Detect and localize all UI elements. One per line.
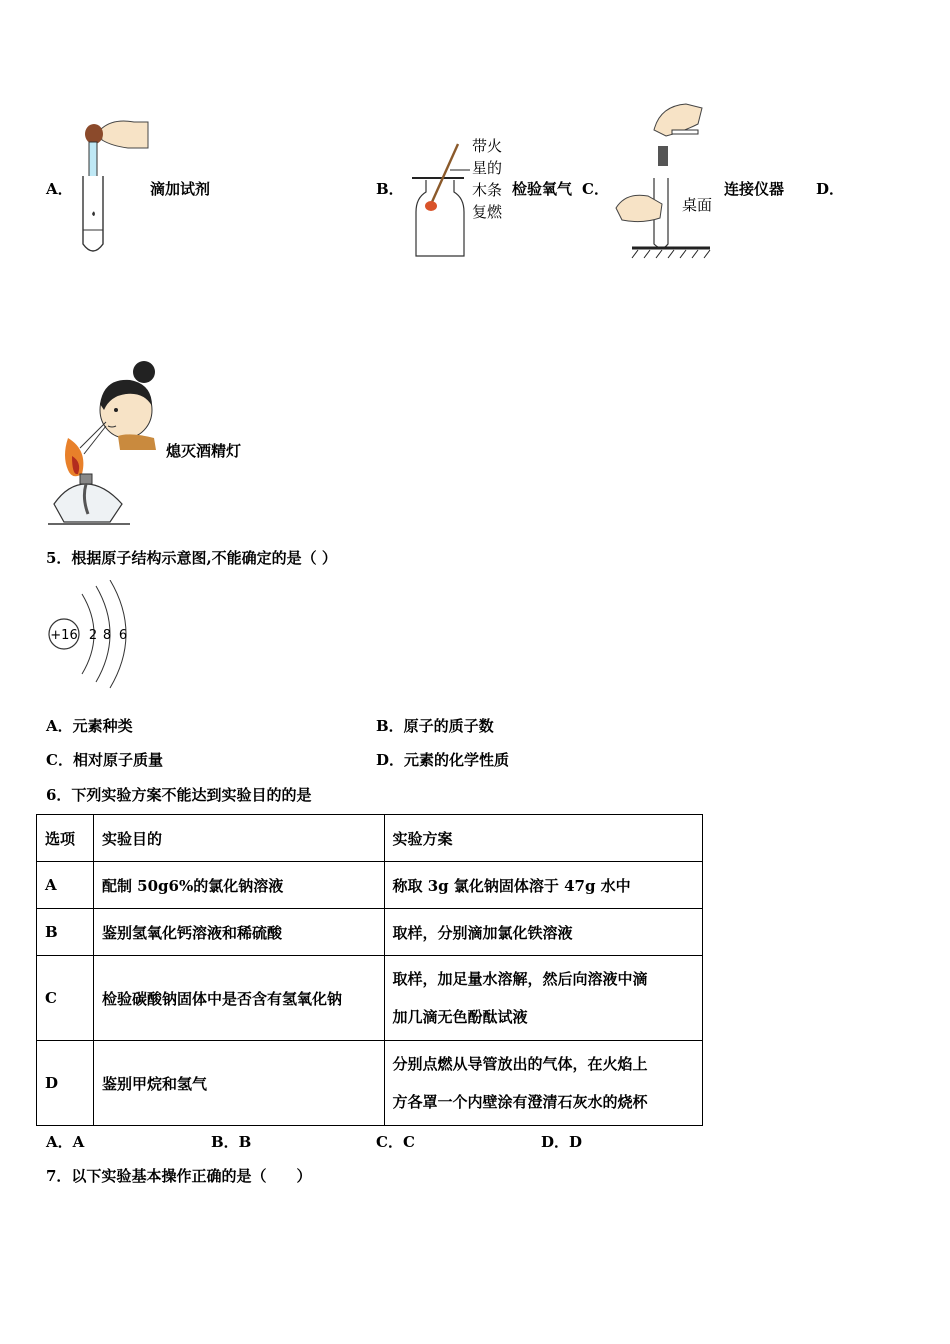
row-d-plan-line-1: 分别点燃从导管放出的气体，在火焰上 — [392, 1055, 648, 1073]
q5-question: 5．根据原子结构示意图,不能确定的是（ ） — [46, 549, 337, 567]
option-c-caption: 连接仪器 — [724, 180, 785, 198]
table-row — [37, 862, 703, 909]
q5-option-a: A．元素种类 — [46, 717, 133, 735]
oxygen-test-illustration — [408, 132, 514, 260]
option-a-letter: A． — [46, 180, 73, 198]
option-a-caption: 滴加试剂 — [150, 180, 211, 198]
row-d-plan-line-2: 方各罩一个内壁涂有澄清石灰水的烧杯 — [392, 1093, 648, 1111]
option-d-caption: 熄灭酒精灯 — [166, 442, 242, 460]
option-c-letter: C． — [582, 180, 609, 198]
atom-structure-diagram — [44, 580, 136, 690]
blow-out-alcohol-lamp-illustration — [48, 358, 162, 526]
q5-option-d: D．元素的化学性质 — [376, 751, 510, 769]
shell-1-electrons: 2 — [88, 628, 98, 643]
label-of: 星的 — [472, 159, 503, 177]
connecting-apparatus-illustration — [612, 100, 722, 260]
row-c-plan-line-2: 加几滴无色酚酞试液 — [392, 1008, 528, 1026]
label-reignites: 复燃 — [472, 203, 503, 221]
row-c-plan-line-1: 取样，加足量水溶解，然后向溶液中滴 — [392, 970, 648, 988]
row-c-purpose: 检验碳酸钠固体中是否含有氢氧化钠 — [93, 956, 384, 1041]
row-d-purpose: 鉴别甲烷和氢气 — [93, 1041, 384, 1126]
dropper-test-tube-illustration — [72, 112, 152, 262]
shell-3-electrons: 6 — [118, 628, 128, 643]
q6-answer-a: A．A — [46, 1133, 85, 1151]
q6-answer-b: B．B — [211, 1133, 252, 1151]
row-a-plan: 称取 3g 氯化钠固体溶于 47g 水中 — [384, 862, 703, 909]
label-desk-surface: 桌面 — [682, 196, 713, 214]
row-b-purpose: 鉴别氢氧化钙溶液和稀硫酸 — [93, 909, 384, 956]
nucleus-charge: +16 — [50, 628, 78, 643]
option-b-letter: B． — [376, 180, 404, 198]
experiment-table — [36, 814, 703, 1126]
label-wood-strip: 木条 — [472, 181, 503, 199]
row-b-plan: 取样，分别滴加氯化铁溶液 — [384, 909, 703, 956]
header-plan: 实验方案 — [384, 815, 703, 862]
header-option: 选项 — [37, 815, 94, 862]
q6-answer-d: D．D — [541, 1133, 583, 1151]
label-with-spark: 带火 — [472, 137, 503, 155]
row-d-plan — [384, 1041, 703, 1126]
table-row — [37, 956, 703, 1041]
q7-question: 7．以下实验基本操作正确的是（ ） — [46, 1167, 312, 1185]
q5-option-c: C．相对原子质量 — [46, 751, 163, 769]
table-header-row — [37, 815, 703, 862]
q6-question: 6．下列实验方案不能达到实验目的的是 — [46, 786, 312, 804]
q5-option-b: B．原子的质子数 — [376, 717, 494, 735]
table-row — [37, 1041, 703, 1126]
q6-answer-c: C．C — [376, 1133, 415, 1151]
shell-2-electrons: 8 — [102, 628, 112, 643]
row-a-option: A — [37, 862, 94, 909]
header-purpose: 实验目的 — [93, 815, 384, 862]
table-row — [37, 909, 703, 956]
option-d-letter: D． — [816, 180, 845, 198]
row-c-plan — [384, 956, 703, 1041]
row-a-purpose: 配制 50g6%的氯化钠溶液 — [93, 862, 384, 909]
row-d-option: D — [37, 1041, 94, 1126]
option-b-caption: 检验氧气 — [512, 180, 573, 198]
row-c-option: C — [37, 956, 94, 1041]
row-b-option: B — [37, 909, 94, 956]
